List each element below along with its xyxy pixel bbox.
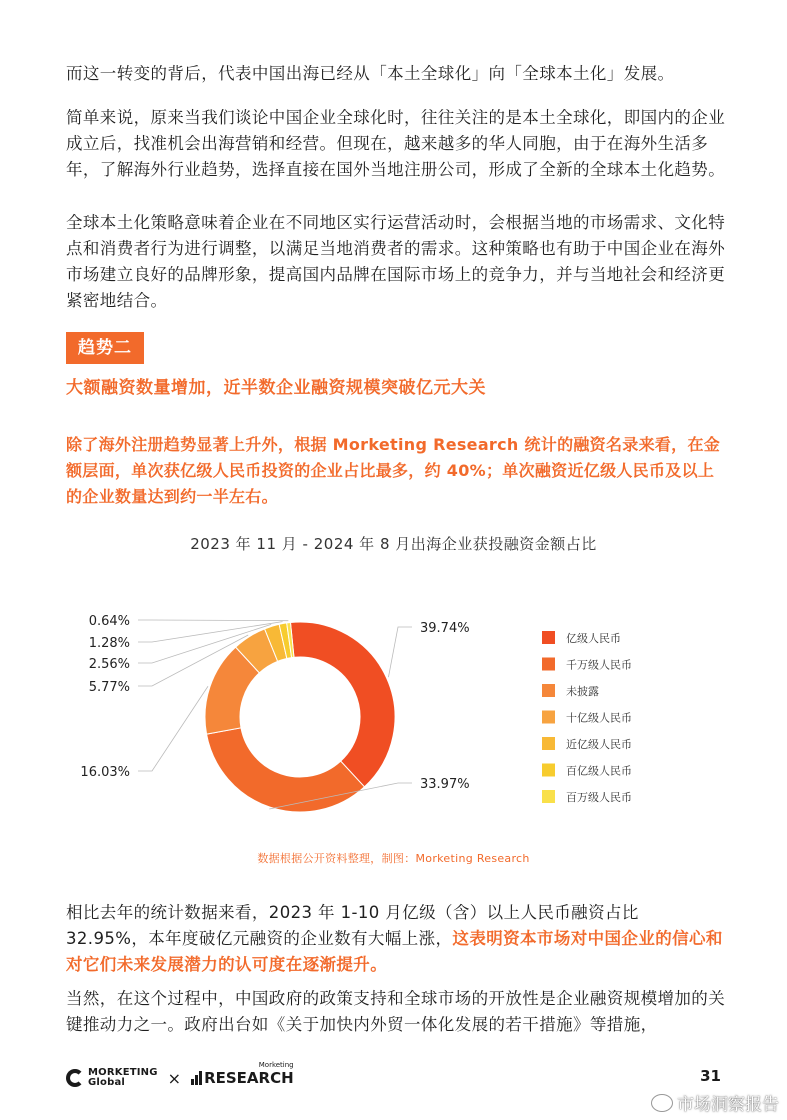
logo-separator: × bbox=[167, 1068, 182, 1088]
donut-slice bbox=[207, 728, 365, 812]
paragraph-2: 简单来说，原来当我们谈论中国企业全球化时，往往关注的是本土全球化，即国内的企业成立后，找准机会出海营销和经营。但现在，越来越多的华人同胞，由于在海外生活多年，了解海外行业趋势，选择直接在国外当地注册公司，形成了全新的全球本土化趋势。 bbox=[66, 108, 726, 179]
paragraph-5: 当然，在这个过程中，中国政府的政策支持和全球市场的开放性是企业融资规模增加的关键推动力之一。政府出台如《关于加快内外贸一体化发展的若干措施》等措施， bbox=[66, 989, 726, 1034]
slice-value-label: 0.64% bbox=[88, 614, 130, 629]
logo1-line1: MORKETING bbox=[88, 1067, 158, 1078]
slice-value-label: 1.28% bbox=[88, 636, 130, 651]
legend-swatch bbox=[542, 737, 555, 750]
legend-label: 千万级人民币 bbox=[566, 658, 632, 672]
watermark-text: 市场洞察报告 bbox=[677, 1095, 779, 1115]
legend-label: 十亿级人民币 bbox=[566, 711, 632, 725]
slice-value-label: 16.03% bbox=[80, 765, 130, 780]
slice-value-label: 39.74% bbox=[420, 621, 470, 636]
paragraph-3: 全球本土化策略意味着企业在不同地区实行运营活动时，会根据当地的市场需求、文化特点和消费者行为进行调整，以满足当地消费者的需求。这种策略也有助于中国企业在海外市场建立良好的品牌形象，提高国内品牌在国际市场上的竞争力，并与当地社会和经济更紧密地结合。 bbox=[66, 213, 726, 310]
donut-chart bbox=[0, 570, 787, 850]
slice-value-label: 33.97% bbox=[420, 777, 470, 792]
section-lead-text: 除了海外注册趋势显著上升外，根据 Morketing Research 统计的融资名录来看，在金额层面，单次获亿级人民币投资的企业占比最多，约 40%；单次融资近亿级人民币及以上的企业数量达到约一半左右。 bbox=[66, 435, 721, 506]
chart-title: 2023 年 11 月 - 2024 年 8 月出海企业获投融资金额占比 bbox=[190, 535, 597, 553]
legend-swatch bbox=[542, 711, 555, 724]
donut-slice bbox=[290, 622, 395, 787]
legend-swatch bbox=[542, 658, 555, 671]
morketing-global-logo bbox=[66, 1068, 158, 1088]
footer-logos bbox=[66, 1061, 294, 1090]
weibo-icon bbox=[651, 1094, 673, 1112]
legend-swatch bbox=[542, 684, 555, 697]
legend-swatch bbox=[542, 790, 555, 803]
leader-line bbox=[138, 686, 208, 771]
legend-label: 亿级人民币 bbox=[566, 632, 621, 645]
paragraph-4 bbox=[66, 900, 726, 978]
chart-source-note: 数据根据公开资料整理，制图：Morketing Research bbox=[257, 852, 530, 865]
section-subheading: 大额融资数量增加，近半数企业融资规模突破亿元大关 bbox=[66, 378, 486, 398]
legend-label: 百万级人民币 bbox=[566, 791, 632, 804]
paragraph-1: 而这一转变的背后，代表中国出海已经从「本土全球化」向「全球本土化」发展。 bbox=[66, 64, 675, 83]
leader-line bbox=[388, 627, 412, 677]
paragraph-4-highlight: 这表明资本市场对中国企业的信心和对它们未来发展潜力的认可度在逐渐提升。 bbox=[66, 929, 723, 974]
legend-label: 百亿级人民币 bbox=[566, 764, 632, 778]
logo2-small-text: Morketing bbox=[258, 1061, 294, 1069]
leader-line bbox=[138, 620, 288, 621]
research-bars-icon bbox=[191, 1071, 202, 1085]
legend-label: 近亿级人民币 bbox=[566, 738, 632, 751]
paragraph-4-text: 相比去年的统计数据来看，2023 年 1-10 月亿级（含）以上人民币融资占比 32.95%，本年度破亿元融资的企业数有大幅上涨， bbox=[66, 903, 639, 948]
morketing-logo-icon bbox=[66, 1069, 84, 1087]
page-number: 31 bbox=[700, 1067, 721, 1085]
legend-label: 未披露 bbox=[566, 685, 599, 698]
logo1-line2: Global bbox=[88, 1077, 126, 1088]
section-tag: 趋势二 bbox=[66, 332, 144, 364]
watermark bbox=[651, 1090, 779, 1115]
legend-swatch bbox=[542, 764, 555, 777]
legend-swatch bbox=[542, 631, 555, 644]
morketing-research-logo bbox=[191, 1061, 294, 1087]
logo2-text: RESEARCH bbox=[204, 1069, 294, 1087]
slice-value-label: 2.56% bbox=[88, 657, 130, 672]
slice-value-label: 5.77% bbox=[88, 680, 130, 695]
